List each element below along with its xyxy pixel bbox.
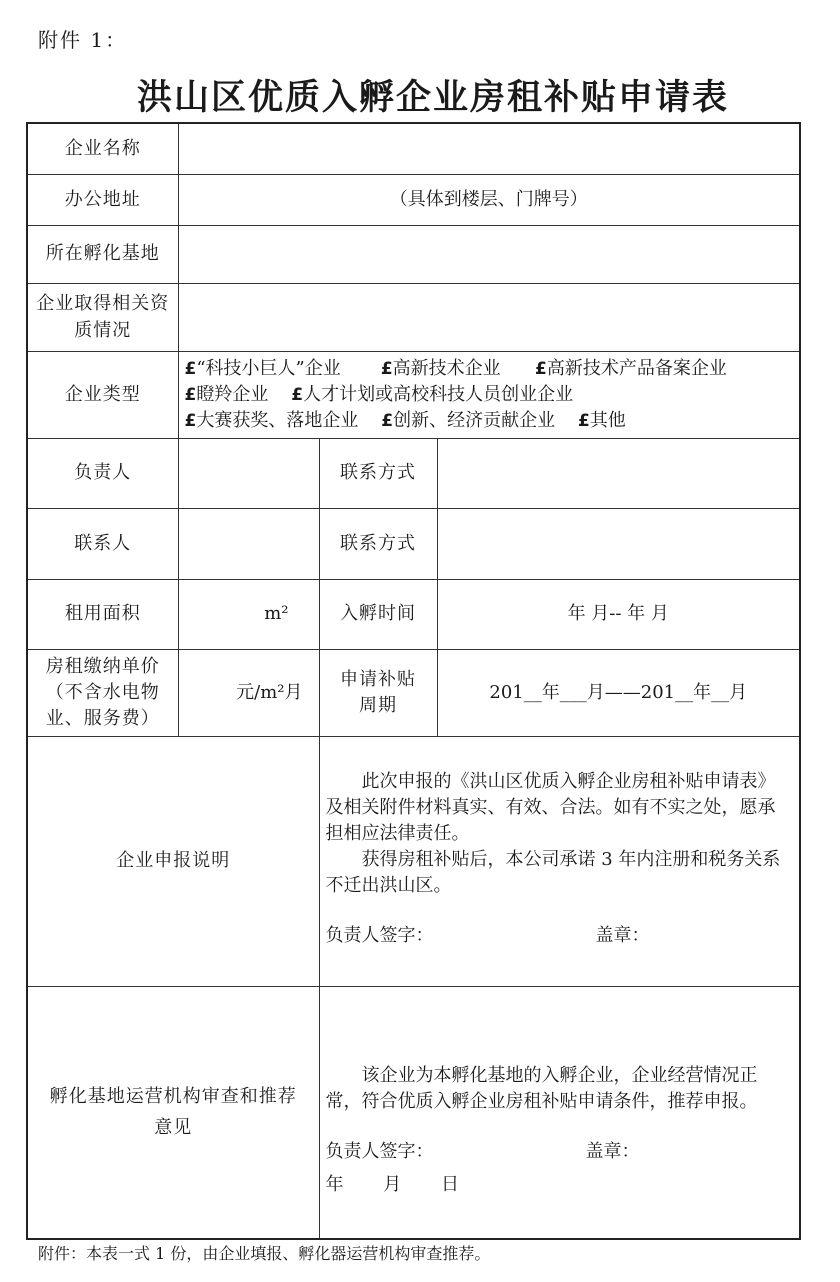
checkbox-icon: £: [381, 410, 394, 431]
checkbox-icon: £: [577, 410, 590, 431]
type-option-innovation[interactable]: £创新、经济贡献企业: [381, 409, 556, 431]
person-in-charge-contact-field[interactable]: [437, 438, 800, 508]
declaration-paragraph-2: 获得房租补贴后，本公司承诺 3 年内注册和税务关系不迁出洪山区。: [325, 848, 781, 896]
row-contact-person: [27, 508, 800, 579]
row-person-in-charge: [27, 438, 800, 508]
checkbox-icon: £: [380, 358, 393, 379]
type-option-little-giant[interactable]: £“科技小巨人”企业: [184, 357, 341, 379]
office-address-field[interactable]: （具体到楼层、门牌号）: [178, 174, 800, 225]
type-option-high-tech-product[interactable]: £高新技术产品备案企业: [535, 357, 727, 379]
company-type-options: [178, 351, 800, 438]
type-option-competition[interactable]: £大赛获奖、落地企业: [184, 409, 359, 431]
person-in-charge-contact-label: 联系方式: [319, 438, 437, 508]
qualification-field[interactable]: [178, 283, 800, 351]
incubation-base-label: 所在孵化基地: [27, 225, 178, 283]
declaration-label: 企业申报说明: [27, 736, 319, 986]
review-date-year: 年: [325, 1173, 344, 1195]
incubation-time-label: 入孵时间: [319, 579, 437, 649]
person-in-charge-field[interactable]: [178, 438, 319, 508]
declaration-seal-label[interactable]: 盖章：: [595, 924, 650, 946]
contact-person-contact-field[interactable]: [437, 508, 800, 579]
row-company-type: [27, 351, 800, 438]
application-form-table: [26, 122, 801, 1240]
row-rent-price: [27, 649, 800, 736]
declaration-sign-line: [326, 923, 794, 954]
review-content: [319, 986, 800, 1239]
review-date-line[interactable]: [326, 1172, 794, 1198]
rent-price-field[interactable]: 元/m²月: [178, 649, 319, 736]
review-sign-label[interactable]: 负责人签字：: [325, 1140, 434, 1162]
review-seal-label[interactable]: 盖章：: [585, 1140, 640, 1162]
incubation-time-field[interactable]: 年 月-- 年 月: [437, 579, 800, 649]
contact-person-contact-label: 联系方式: [319, 508, 437, 579]
row-declaration: [27, 736, 800, 986]
row-office-address: [27, 174, 800, 225]
contact-person-label: 联系人: [27, 508, 178, 579]
type-option-other[interactable]: £其他: [577, 409, 626, 431]
review-paragraph-1: 该企业为本孵化基地的入孵企业，企业经营情况正常，符合优质入孵企业房租补贴申请条件，推荐申报。: [325, 1064, 758, 1112]
checkbox-icon: £: [184, 358, 197, 379]
qualification-label: 企业取得相关资质情况: [27, 283, 178, 351]
row-company-name: [27, 123, 800, 174]
rented-area-field[interactable]: m²: [178, 579, 319, 649]
company-name-field[interactable]: [178, 123, 800, 174]
declaration-content: [319, 736, 800, 986]
row-rented-area: [27, 579, 800, 649]
footer-note: 附件：本表一式 1 份，由企业填报、孵化器运营机构审查推荐。: [38, 1244, 491, 1263]
checkbox-icon: £: [184, 410, 197, 431]
subsidy-period-field[interactable]: 201__年___月——201__年__月: [437, 649, 800, 736]
checkbox-icon: £: [291, 384, 304, 405]
rent-price-label: 房租缴纳单价（不含水电物业、服务费）: [27, 649, 178, 736]
attachment-label: 附件 1：: [38, 28, 128, 52]
contact-person-field[interactable]: [178, 508, 319, 579]
review-label: 孵化基地运营机构审查和推荐意见: [27, 986, 319, 1239]
review-sign-line: [326, 1139, 794, 1170]
person-in-charge-label: 负责人: [27, 438, 178, 508]
row-incubation-base: [27, 225, 800, 283]
declaration-sign-label[interactable]: 负责人签字：: [325, 924, 434, 946]
company-type-label: 企业类型: [27, 351, 178, 438]
type-option-high-tech[interactable]: £高新技术企业: [380, 357, 501, 379]
row-qualification: [27, 283, 800, 351]
subsidy-period-label: 申请补贴周期: [319, 649, 437, 736]
row-review: [27, 986, 800, 1239]
declaration-paragraph-1: 此次申报的《洪山区优质入孵企业房租补贴申请表》及相关附件材料真实、有效、合法。如有不实之处，愿承担相应法律责任。: [325, 770, 776, 844]
type-option-gazelle[interactable]: £瞪羚企业: [184, 383, 269, 405]
review-date-day: 日: [440, 1173, 459, 1195]
company-name-label: 企业名称: [27, 123, 178, 174]
form-title: 洪山区优质入孵企业房租补贴申请表: [136, 77, 729, 118]
rented-area-label: 租用面积: [27, 579, 178, 649]
incubation-base-field[interactable]: [178, 225, 800, 283]
checkbox-icon: £: [184, 384, 197, 405]
review-date-month: 月: [383, 1173, 402, 1195]
office-address-label: 办公地址: [27, 174, 178, 225]
type-option-talent[interactable]: £人才计划或高校科技人员创业企业: [291, 383, 574, 405]
checkbox-icon: £: [535, 358, 547, 379]
